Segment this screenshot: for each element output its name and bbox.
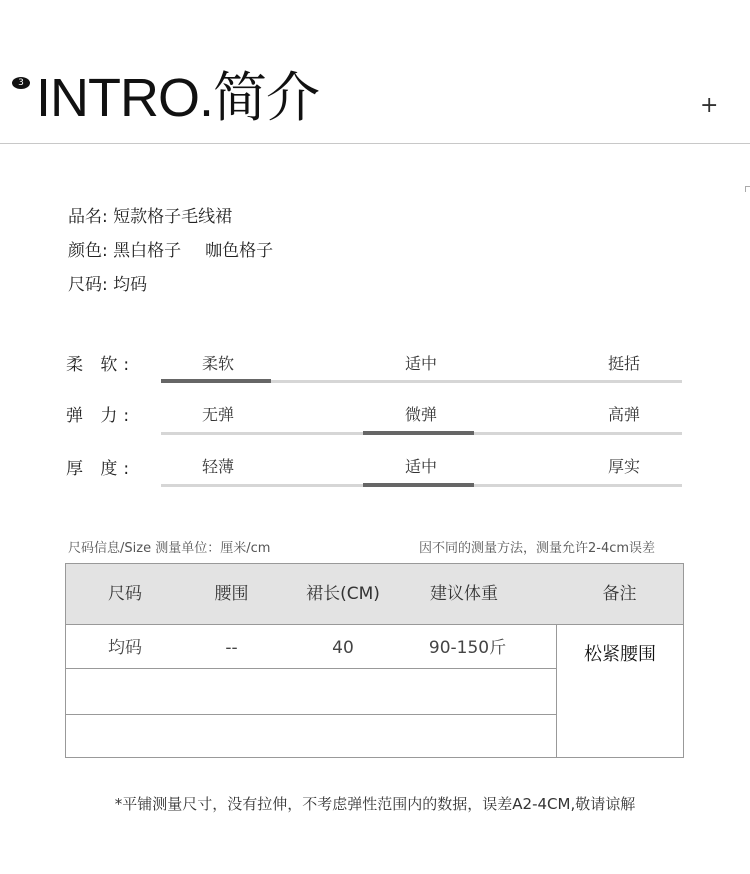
header-weight: 建议体重	[430, 584, 498, 604]
elasticity-option-2: 微弹	[405, 405, 438, 424]
product-color	[68, 240, 273, 262]
softness-indicator	[161, 379, 271, 383]
elasticity-indicator	[363, 431, 474, 435]
elasticity-option-3: 高弹	[608, 405, 641, 424]
corner-mark	[745, 186, 750, 192]
header-length: 裙长(CM)	[306, 584, 380, 604]
elasticity-scale	[161, 432, 682, 435]
color-option-2: 咖色格子	[205, 241, 274, 261]
product-name: 品名: 短款格子毛线裙	[68, 207, 233, 227]
header-divider	[0, 143, 750, 144]
cell-waist: --	[225, 638, 238, 658]
size-unit-note: 尺码信息/Size 测量单位：厘米/cm	[68, 541, 271, 556]
softness-option-1: 柔软	[202, 354, 235, 373]
attribute-label-softness: 柔 软:	[66, 355, 136, 375]
softness-option-2: 适中	[405, 354, 438, 373]
header-remark: 备注	[602, 584, 637, 604]
color-option-1: 颜色: 黑白格子	[68, 241, 182, 261]
badge-number: 3	[12, 77, 30, 89]
thickness-option-2: 适中	[405, 457, 438, 476]
cell-weight: 90-150斤	[428, 638, 507, 658]
thickness-indicator	[363, 483, 474, 487]
thickness-option-1: 轻薄	[202, 457, 235, 476]
product-size: 尺码: 均码	[68, 275, 148, 295]
table-divider-1	[66, 668, 556, 669]
size-table	[65, 563, 684, 758]
table-divider-2	[66, 714, 556, 715]
attribute-label-elasticity: 弹 力:	[66, 406, 136, 426]
thickness-option-3: 厚实	[608, 457, 641, 476]
measurement-error-note: 因不同的测量方法，测量允许2-4cm误差	[419, 541, 656, 556]
header-waist: 腰围	[214, 584, 249, 604]
softness-option-3: 挺括	[608, 354, 641, 373]
cell-size: 均码	[108, 638, 142, 658]
header-size: 尺码	[108, 584, 142, 604]
table-header	[66, 564, 683, 625]
cell-length: 40	[332, 638, 354, 658]
cell-remark: 松紧腰围	[584, 644, 656, 665]
footer-note: *平铺测量尺寸，没有拉伸，不考虑弹性范围内的数据，误差A2-4CM,敬请谅解	[114, 795, 636, 813]
thickness-scale	[161, 484, 682, 487]
softness-scale	[161, 380, 682, 383]
plus-icon[interactable]: +	[700, 93, 719, 118]
page-title: INTRO.简介	[36, 68, 319, 128]
attribute-label-thickness: 厚 度:	[66, 459, 136, 479]
elasticity-option-1: 无弹	[202, 405, 235, 424]
